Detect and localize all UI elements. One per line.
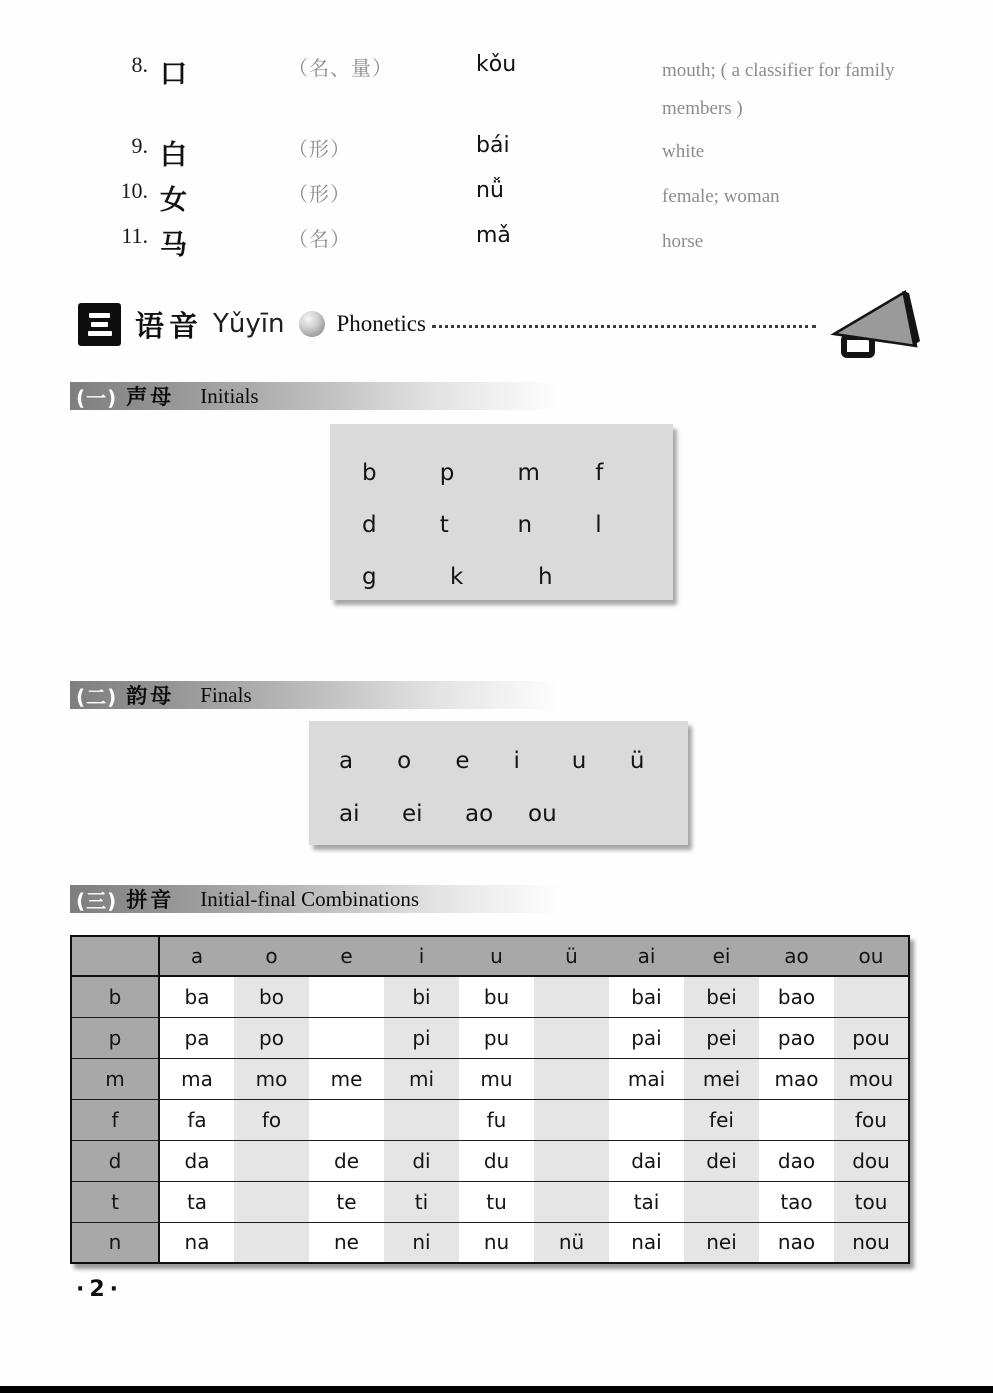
subsection-name-english: Initial-final Combinations: [200, 886, 419, 911]
table-cell: fa: [159, 1099, 234, 1140]
table-cell: nai: [609, 1222, 684, 1263]
finals-row: [339, 734, 688, 787]
table-cell: pa: [159, 1017, 234, 1058]
vocab-number: 10.: [120, 178, 148, 203]
table-cell: ta: [159, 1181, 234, 1222]
subsection-bar-initials: [70, 382, 575, 410]
vocab-hanzi: 马: [160, 230, 189, 261]
table-cell: tai: [609, 1181, 684, 1222]
table-cell: nu: [459, 1222, 534, 1263]
table-cell: fo: [234, 1099, 309, 1140]
phonetic-letter: ei: [402, 800, 423, 827]
vocab-number: 11.: [121, 223, 148, 248]
table-cell: mu: [459, 1058, 534, 1099]
table-cell: [609, 1099, 684, 1140]
subsection-bar-finals: [70, 681, 575, 709]
phonetic-letter: ai: [339, 800, 360, 827]
table-cell: [534, 1058, 609, 1099]
table-cell: [309, 976, 384, 1017]
subsection-bar-combinations: [70, 885, 575, 913]
table-cell: bu: [459, 976, 534, 1017]
table-cell: ti: [384, 1181, 459, 1222]
table-cell: nao: [759, 1222, 834, 1263]
dotted-leader-line: [432, 316, 816, 328]
phonetic-letter: h: [538, 564, 553, 590]
table-col-header: a: [159, 936, 234, 976]
table-cell: nü: [534, 1222, 609, 1263]
table-row: [71, 976, 909, 1017]
table-cell: nou: [834, 1222, 909, 1263]
vocab-meaning: mouth; ( a classifier for family members ): [662, 60, 895, 119]
phonetic-letter: ao: [465, 800, 494, 827]
table-cell: [534, 1140, 609, 1181]
table-cell: ma: [159, 1058, 234, 1099]
table-row-label: m: [71, 1058, 159, 1099]
table-cell: [534, 976, 609, 1017]
table-cell: [684, 1181, 759, 1222]
table-cell: di: [384, 1140, 459, 1181]
section-title-pinyin: Yǔyīn: [213, 309, 285, 339]
section-title-chinese: 语音: [135, 308, 204, 343]
table-cell: mi: [384, 1058, 459, 1099]
combination-table-wrap: [70, 935, 910, 1264]
subsection-paren: (二): [76, 684, 118, 709]
table-corner-cell: [71, 936, 159, 976]
table-row: [71, 1058, 909, 1099]
vocab-part-of-speech: （名、量）: [288, 56, 393, 80]
table-cell: ne: [309, 1222, 384, 1263]
table-cell: fou: [834, 1099, 909, 1140]
phonetic-letter: a: [339, 747, 354, 774]
phonetic-letter: l: [595, 512, 602, 538]
table-cell: [759, 1099, 834, 1140]
table-cell: bo: [234, 976, 309, 1017]
vocab-number: 8.: [131, 52, 148, 77]
table-cell: bao: [759, 976, 834, 1017]
table-cell: nei: [684, 1222, 759, 1263]
table-cell: dei: [684, 1140, 759, 1181]
phonetic-letter: u: [571, 747, 587, 774]
table-cell: [234, 1222, 309, 1263]
table-cell: tu: [459, 1181, 534, 1222]
section-title-english: Phonetics: [336, 311, 426, 336]
vocab-meaning: female; woman: [662, 186, 780, 207]
table-cell: te: [309, 1181, 384, 1222]
table-cell: [834, 976, 909, 1017]
subsection-name-chinese: 拼音: [126, 888, 175, 912]
table-cell: [234, 1140, 309, 1181]
table-cell: mou: [834, 1058, 909, 1099]
table-cell: mao: [759, 1058, 834, 1099]
vocab-meaning: horse: [662, 231, 704, 252]
vocab-number: 9.: [131, 133, 148, 158]
vocab-pinyin: kǒu: [476, 52, 517, 77]
subsection-name-chinese: 韵母: [126, 684, 175, 708]
initials-box: [330, 424, 673, 600]
table-cell: pao: [759, 1017, 834, 1058]
table-cell: po: [234, 1017, 309, 1058]
table-cell: dai: [609, 1140, 684, 1181]
table-cell: tou: [834, 1181, 909, 1222]
initials-row: [362, 551, 673, 603]
table-row: [71, 1017, 909, 1058]
vocab-hanzi: 女: [160, 185, 189, 216]
sphere-bullet-icon: [299, 311, 325, 337]
subsection-name-chinese: 声母: [126, 385, 175, 409]
phonetic-letter: d: [362, 512, 377, 538]
table-cell: [234, 1181, 309, 1222]
finals-box: [309, 721, 688, 845]
table-col-header: ü: [534, 936, 609, 976]
table-row: [71, 1222, 909, 1263]
table-row-label: d: [71, 1140, 159, 1181]
table-cell: bei: [684, 976, 759, 1017]
table-col-header: ei: [684, 936, 759, 976]
table-cell: de: [309, 1140, 384, 1181]
table-cell: ba: [159, 976, 234, 1017]
vocab-pinyin: nǚ: [476, 178, 504, 203]
table-cell: [309, 1017, 384, 1058]
table-cell: pu: [459, 1017, 534, 1058]
section-number-badge: [78, 303, 121, 346]
table-cell: [384, 1099, 459, 1140]
table-cell: [534, 1181, 609, 1222]
table-col-header: o: [234, 936, 309, 976]
vocab-part-of-speech: （形）: [288, 137, 351, 161]
phonetic-letter: m: [517, 460, 540, 486]
table-cell: me: [309, 1058, 384, 1099]
subsection-name-english: Initials: [200, 383, 259, 408]
table-cell: pai: [609, 1017, 684, 1058]
table-cell: dao: [759, 1140, 834, 1181]
megaphone-icon: [830, 289, 926, 365]
table-col-header: i: [384, 936, 459, 976]
phonetic-letter: o: [397, 747, 412, 774]
table-cell: mai: [609, 1058, 684, 1099]
vocab-pinyin: mǎ: [476, 223, 511, 248]
phonetic-letter: ü: [629, 747, 645, 774]
table-cell: bai: [609, 976, 684, 1017]
table-row: [71, 1140, 909, 1181]
page-number: ·2·: [76, 1277, 124, 1302]
finals-row: [339, 787, 688, 840]
phonetic-letter: n: [517, 512, 533, 538]
subsection-paren: (一): [76, 385, 118, 410]
table-col-header: u: [459, 936, 534, 976]
table-cell: [534, 1099, 609, 1140]
phonetic-letter: f: [595, 460, 604, 486]
table-cell: [309, 1099, 384, 1140]
table-cell: fei: [684, 1099, 759, 1140]
phonetic-letter: g: [362, 564, 377, 590]
phonetic-letter: e: [455, 747, 470, 774]
table-cell: na: [159, 1222, 234, 1263]
phonetic-letter: t: [439, 512, 449, 538]
phonetic-letter: i: [513, 747, 520, 774]
table-row-label: b: [71, 976, 159, 1017]
table-cell: [534, 1017, 609, 1058]
subsection-paren: (三): [76, 888, 118, 913]
table-cell: pei: [684, 1017, 759, 1058]
subsection-name-english: Finals: [200, 682, 252, 707]
table-cell: du: [459, 1140, 534, 1181]
vocab-pinyin: bái: [476, 133, 510, 158]
table-cell: fu: [459, 1099, 534, 1140]
table-cell: mo: [234, 1058, 309, 1099]
table-cell: tao: [759, 1181, 834, 1222]
combination-table: [70, 935, 910, 1264]
table-col-header: ai: [609, 936, 684, 976]
table-col-header: ou: [834, 936, 909, 976]
table-cell: pou: [834, 1017, 909, 1058]
table-cell: dou: [834, 1140, 909, 1181]
phonetic-letter: k: [450, 564, 464, 590]
vocab-part-of-speech: （形）: [288, 182, 351, 206]
table-header-row: [71, 936, 909, 976]
phonetic-letter: p: [439, 460, 455, 486]
table-cell: mei: [684, 1058, 759, 1099]
table-row-label: p: [71, 1017, 159, 1058]
section-header: [78, 301, 426, 347]
table-row-label: t: [71, 1181, 159, 1222]
table-cell: ni: [384, 1222, 459, 1263]
table-row-label: n: [71, 1222, 159, 1263]
vocab-hanzi: 口: [160, 59, 189, 90]
table-cell: da: [159, 1140, 234, 1181]
bottom-rule: [0, 1386, 993, 1393]
table-col-header: ao: [759, 936, 834, 976]
phonetic-letter: b: [362, 460, 377, 486]
initials-row: [362, 499, 673, 551]
initials-row: [362, 447, 673, 499]
table-cell: pi: [384, 1017, 459, 1058]
table-col-header: e: [309, 936, 384, 976]
vocab-hanzi: 白: [160, 140, 189, 171]
table-row-label: f: [71, 1099, 159, 1140]
vocab-meaning: white: [662, 141, 705, 162]
vocab-part-of-speech: （名）: [288, 227, 351, 251]
table-row: [71, 1181, 909, 1222]
table-cell: bi: [384, 976, 459, 1017]
table-row: [71, 1099, 909, 1140]
phonetic-letter: ou: [528, 800, 557, 827]
